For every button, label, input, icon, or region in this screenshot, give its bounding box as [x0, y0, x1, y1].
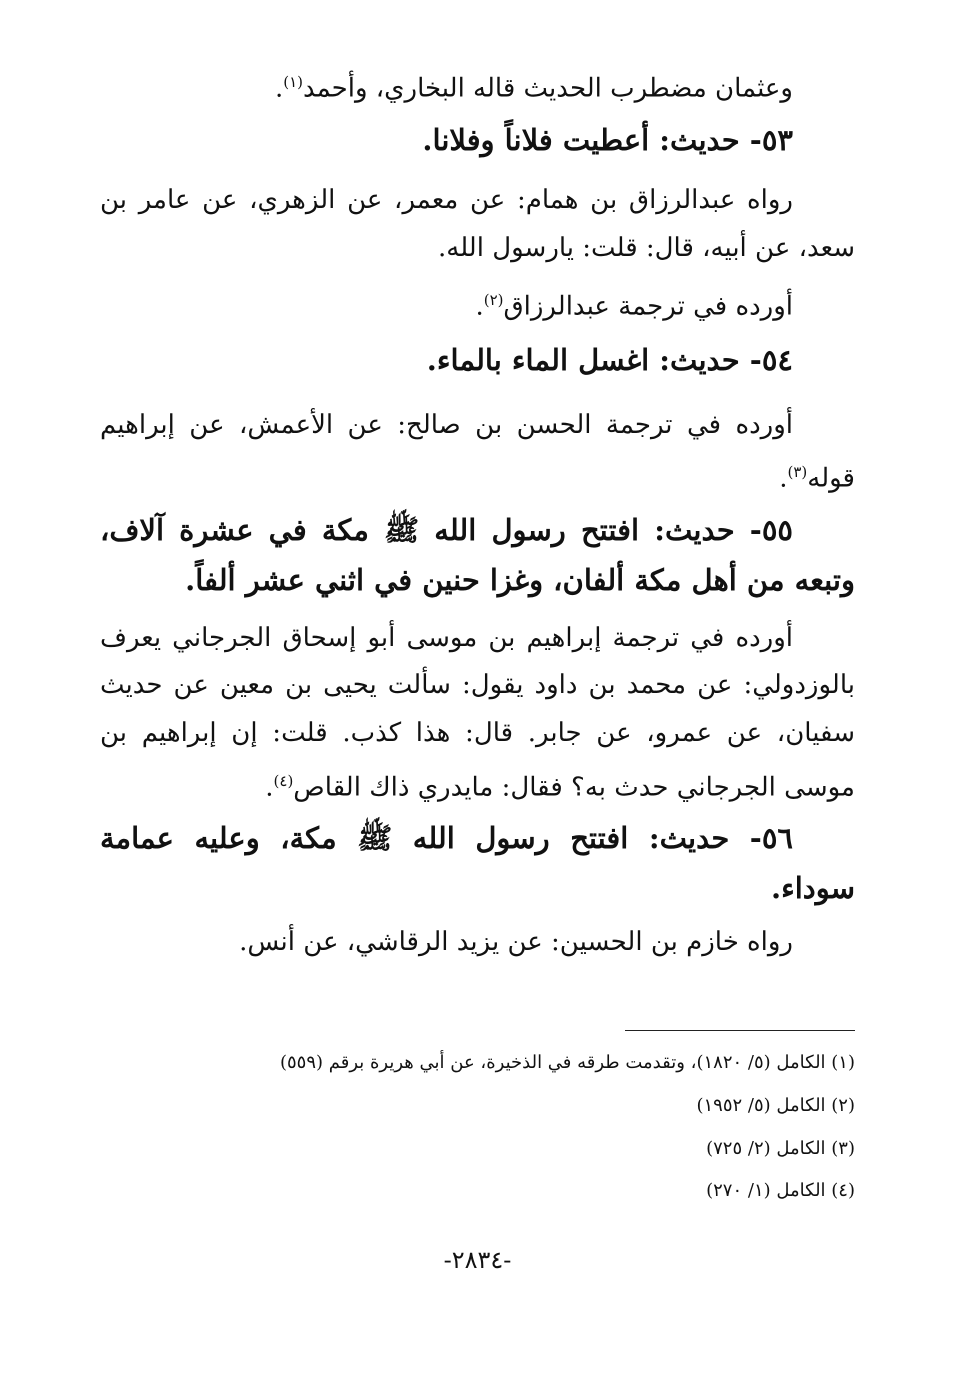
text-line: رواه خازم بن الحسين: عن يزيد الرقاشي، عن أنس.	[239, 927, 793, 957]
hadith-heading-53: ٥٣- حديث: أعطيت فلاناً وفلانا.	[422, 123, 793, 157]
text-line: وعثمان مضطرب الحديث قاله البخاري، وأحمد$^{(١)}$.	[274, 73, 793, 104]
hadith-heading-56-cont: سوداء.	[771, 871, 855, 905]
footnote-ref: (٣)	[787, 463, 808, 481]
text-line: أورده في ترجمة عبدالرزاق$^{(٢)}$.	[475, 291, 793, 322]
text-line: موسى الجرجاني حدث به؟ فقال: مايدري ذاك القاص$^{(٤)}$.	[265, 772, 855, 803]
text-line: بالوزدولي: عن محمد بن داود يقول: سألت يحيى بن معين عن حديث	[100, 670, 855, 700]
footnote-4: (٤) الكامل (١/ ٢٧٠)	[706, 1180, 855, 1201]
text-line: أورده في ترجمة إبراهيم بن موسى أبو إسحاق الجرجاني يعرف	[100, 623, 793, 653]
footnote-ref: (١)	[283, 73, 303, 91]
book-page	[100, 50, 855, 1350]
text-line: قوله$^{(٣)}$.	[779, 463, 855, 494]
text-line: أورده في ترجمة الحسن بن صالح: عن الأعمش، عن إبراهيم	[100, 410, 793, 440]
hadith-heading-55-cont: وتبعه من أهل مكة ألفان، وغزا حنين في اثني عشر ألفاً.	[185, 563, 855, 597]
text-line: رواه عبدالرزاق بن همام: عن معمر، عن الزهري، عن عامر بن	[100, 185, 793, 215]
footnote-2: (٢) الكامل (٥/ ١٩٥٢)	[696, 1095, 855, 1116]
footnote-3: (٣) الكامل (٢/ ٧٢٥)	[706, 1138, 855, 1159]
text-line: سعد، عن أبيه، قال: قلت: يارسول الله.	[437, 233, 855, 263]
page-number: -٢٨٣٤-	[443, 1246, 512, 1274]
footnote-ref: (٤)	[273, 772, 294, 790]
hadith-heading-56: ٥٦- حديث: افتتح رسول الله ﷺ مكة، وعليه عمامة	[100, 821, 793, 855]
hadith-heading-54: ٥٤- حديث: اغسل الماء بالماء.	[426, 343, 793, 377]
footnote-1: (١) الكامل (٥/ ١٨٢٠)، وتقدمت طرقه في الذخيرة، عن أبي هريرة برقم (٥٥٩)	[279, 1052, 855, 1073]
footnote-ref: (٢)	[483, 291, 504, 309]
text-line: سفيان، عن عمرو، عن جابر. قال: هذا كذب. قلت: إن إبراهيم بن	[100, 718, 855, 748]
hadith-heading-55: ٥٥- حديث: افتتح رسول الله ﷺ مكة في عشرة آلاف،	[100, 513, 793, 547]
footnote-divider	[625, 1030, 855, 1031]
